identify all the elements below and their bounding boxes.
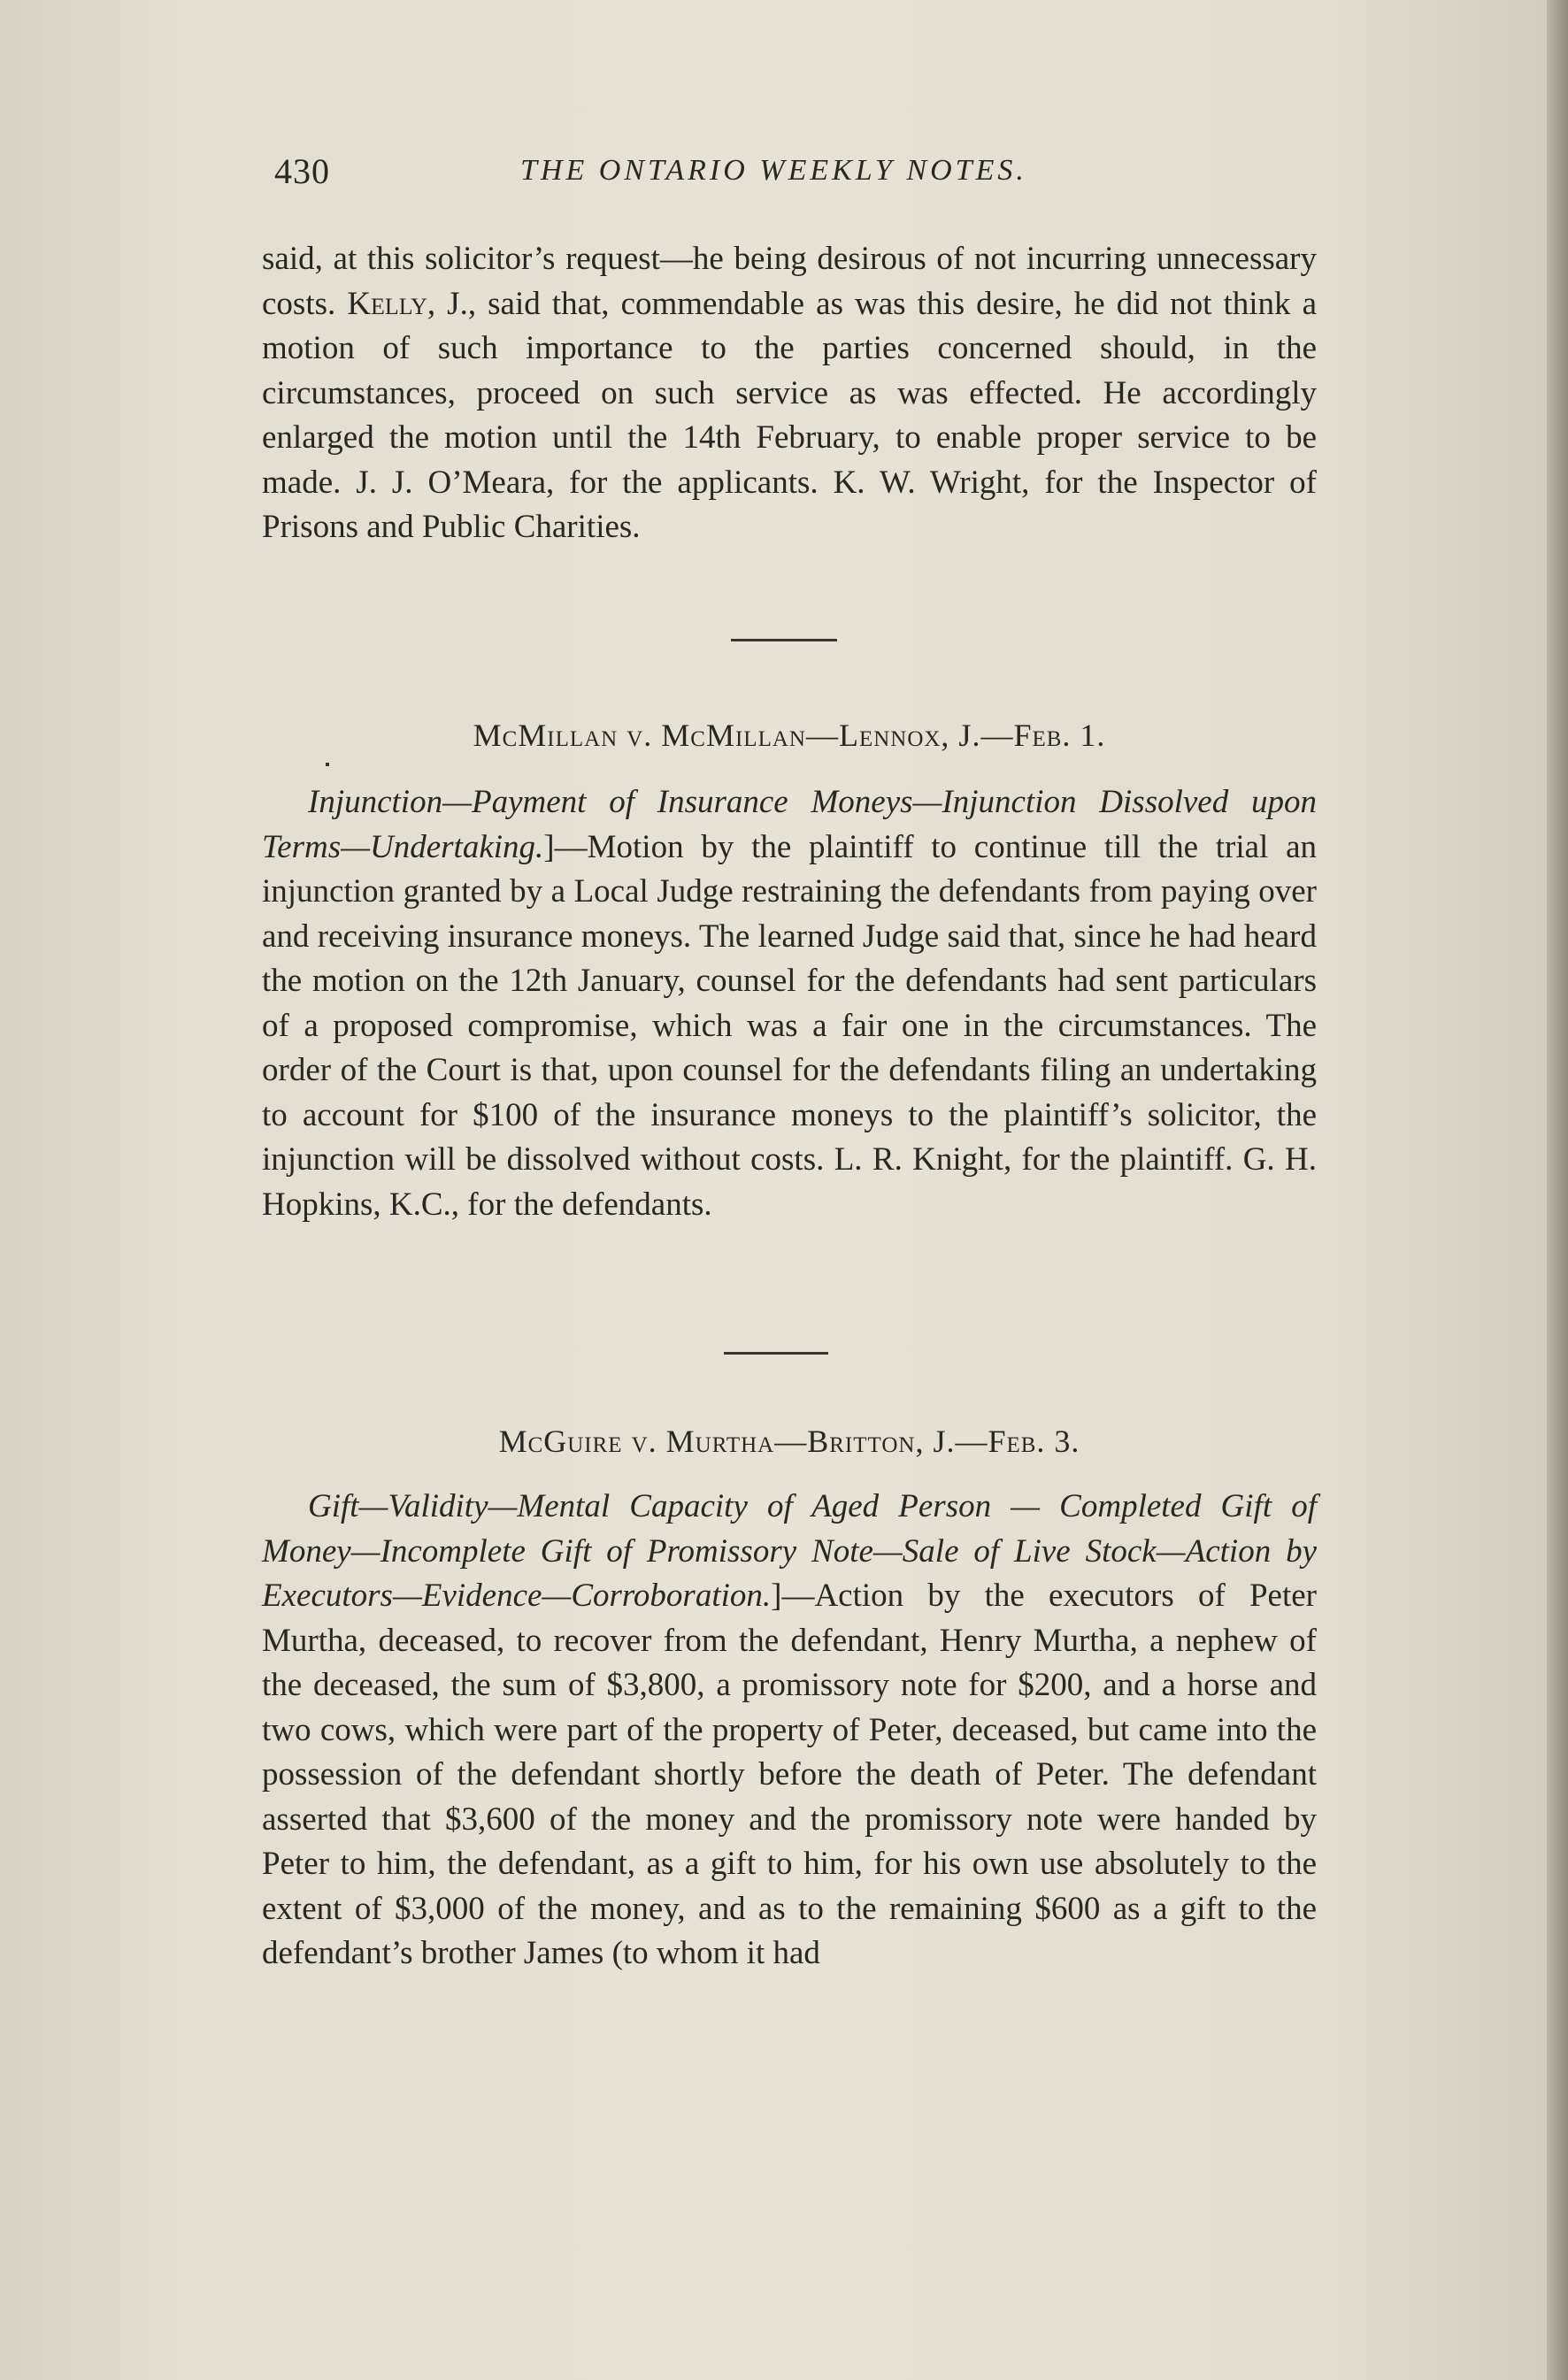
case2-heading: McGuire v. Murtha—Britton, J.—Feb. 3. (498, 1424, 1080, 1459)
continued-text-part1: said, at this solicitor’s request—he being desirous of not incurring unnecessary costs. (262, 241, 1317, 322)
continued-paragraph (262, 237, 1317, 550)
continued-paragraph-text (262, 237, 1317, 550)
page-header (274, 150, 1327, 203)
case2-text (262, 1485, 1317, 1977)
continued-text-part2: , J., said that, commendable as was this desire, he did not think a motion of such importance to the parties concerned should, in the circumstances, proceed on such service as was effected. He accordingly enlarged the motion until the 14th February, to enable proper service to be made. J. J. O’Meara, for the applicants. K. W. Wright, for the Inspector of Prisons and Public Charities. (262, 285, 1318, 545)
case2-body: ]—Action by the executors of Peter Murtha, deceased, to recover from the defendant, Henry Murtha, a nephew of the deceased, the sum of $3,800, a promissory note for $200, and a horse and two cows, which were part of the property of Peter, deceased, but came into the possession of the defendant shortly before the death of Peter. The defendant asserted that $3,600 of the money and the promissory note were handed by Peter to him, the defendant, as a gift to him, for his own use absolutely to the extent of $3,000 of the money, and as to the remaining $600 as a gift to the defendant’s brother James (to whom it had (262, 1578, 1317, 1971)
case1-body: ]—Motion by the plaintiff to continue till the trial an injunction granted by a Local Judge restraining the defendants from paying over and receiving insurance moneys. The learned Judge said that, since he had heard the motion on the 12th January, counsel for the defendants had sent particulars of a proposed compromise, which was a fair one in the circumstances. The order of the Court is that, upon counsel for the defendants filing an undertaking to account for $100 of the insurance moneys to the plaintiff’s solicitor, the injunction will be dissolved without costs. L. R. Knight, for the plaintiff. G. H. Hopkins, K.C., for the defendants. (262, 828, 1317, 1223)
case1-headnote: Injunction—Payment of Insurance Moneys—Injunction Dissolved upon Terms—Undertaking. (262, 784, 1317, 865)
section-divider-2 (724, 1352, 828, 1355)
page-number: 430 (274, 151, 330, 191)
running-title: THE ONTARIO WEEKLY NOTES. (520, 154, 1027, 187)
case1-text (262, 780, 1317, 1227)
print-speck (326, 763, 329, 766)
case2-report (262, 1485, 1317, 1977)
case2-headnote: Gift—Validity—Mental Capacity of Aged Person — Completed Gift of Money—Incomplete Gift of Promissory Note—Sale of Live Stock—Action by Executors—Evidence—Corroboration. (262, 1488, 1317, 1614)
book-spine-edge (1547, 0, 1568, 2380)
section-divider-1 (731, 639, 837, 641)
case1-report (262, 780, 1317, 1227)
judge-name-kelly: Kelly (347, 285, 427, 322)
case1-heading: McMillan v. McMillan—Lennox, J.—Feb. 1. (473, 718, 1106, 753)
